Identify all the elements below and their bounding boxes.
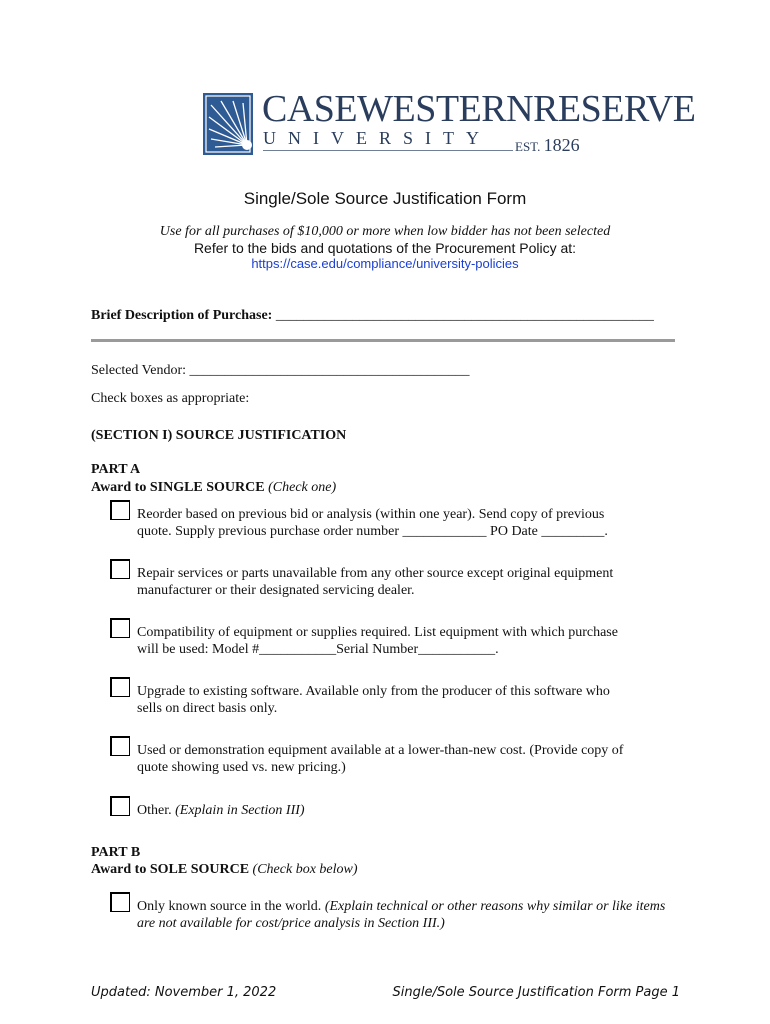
policy-note: Refer to the bids and quotations of the Procurement Policy at:: [193, 240, 577, 256]
other-option: Other. (Explain in Section III): [137, 803, 305, 818]
logo-wordmark: CASEWESTERNRESERVE: [262, 88, 696, 130]
part-a-heading: PART A: [91, 462, 141, 477]
vendor-label: Selected Vendor:: [91, 363, 186, 378]
part-b-heading: PART B: [91, 845, 141, 860]
instructions: Check boxes as appropriate:: [91, 391, 250, 406]
section-divider: [91, 339, 675, 342]
sole-source-checkbox[interactable]: [110, 892, 130, 912]
vendor-field[interactable]: [91, 363, 470, 379]
compatibility-option: Compatibility of equipment or supplies required. List equipment with which purchase will be used: Model #___________Serial Number___________.: [137, 625, 618, 657]
software-upgrade-checkbox[interactable]: [110, 677, 130, 697]
form-title: Single/Sole Source Justification Form: [243, 189, 527, 208]
section-title: (SECTION I) SOURCE JUSTIFICATION: [91, 428, 347, 443]
form-subtitle: Use for all purchases of $10,000 or more when low bidder has not been selected: [159, 224, 611, 239]
repair-checkbox[interactable]: [110, 559, 130, 579]
software-upgrade-option: Upgrade to existing software. Available only from the producer of this software who sells on direct basis only.: [137, 684, 610, 716]
part-a-award: Award to SINGLE SOURCE (Check one): [91, 480, 337, 495]
repair-option: Repair services or parts unavailable from any other source except original equipment manufacturer or their designated servicing dealer.: [137, 566, 614, 598]
university-logo: [203, 88, 696, 159]
other-checkbox[interactable]: [110, 796, 130, 816]
compatibility-checkbox[interactable]: [110, 618, 130, 638]
vendor-blank[interactable]: ________________________________________: [189, 363, 470, 378]
reorder-checkbox[interactable]: [110, 500, 130, 520]
policy-link[interactable]: https://case.edu/compliance/university-policies: [251, 256, 519, 271]
logo-university: UNIVERSITY: [263, 128, 491, 148]
footer-page-label: Single/Sole Source Justification Form Page 1: [392, 985, 680, 1000]
description-blank[interactable]: ______________________________________________________: [275, 308, 654, 323]
description-field[interactable]: [91, 308, 654, 324]
reorder-option: Reorder based on previous bid or analysis (within one year). Send copy of previous quote. Supply previous purchase order number ____________ PO Date _________.: [137, 507, 608, 539]
used-equipment-option: Used or demonstration equipment available at a lower-than-new cost. (Provide copy of quote showing used vs. new pricing.): [137, 743, 624, 775]
part-b-award: Award to SOLE SOURCE (Check box below): [91, 862, 358, 877]
logo-rule: [263, 150, 513, 151]
description-label: Brief Description of Purchase:: [91, 308, 273, 323]
logo-established: EST. 1826: [515, 135, 580, 155]
used-equipment-checkbox[interactable]: [110, 736, 130, 756]
sole-source-option: Only known source in the world. (Explain technical or other reasons why similar or like items are not available for cost/price analysis in Section III.): [137, 899, 666, 931]
sunburst-shield-icon: [203, 93, 253, 155]
footer-updated: Updated: November 1, 2022: [91, 985, 277, 1000]
